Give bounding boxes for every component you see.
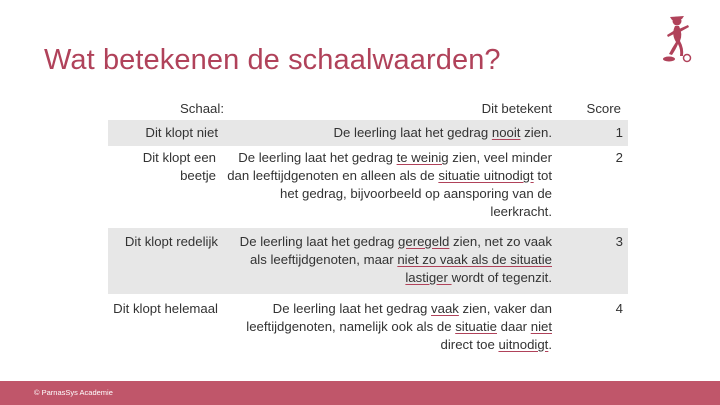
header-meaning: Dit betekent: [481, 101, 552, 116]
meaning-text: zien, veel minder dan leeftijdgenoten en alleen als de: [227, 150, 552, 183]
table-row: [108, 294, 628, 360]
figure-logo-icon: [660, 14, 698, 64]
underlined-term: situatie uitnodigt: [438, 168, 534, 183]
underlined-term: vaak: [431, 301, 459, 316]
table-row: [108, 228, 628, 294]
meaning-text: De leerling laat het gedrag: [239, 234, 399, 249]
slide-title: Wat betekenen de schaalwaarden?: [44, 44, 501, 76]
row-score: 2: [615, 150, 623, 165]
row-meaning: [222, 149, 552, 221]
meaning-text: De leerling laat het gedrag: [272, 301, 432, 316]
underlined-term: te weinig: [396, 150, 449, 165]
underlined-term: niet zo vaak als de situatie lastiger: [397, 252, 552, 285]
footer-bar: [0, 381, 720, 405]
underlined-term: uitnodigt: [498, 337, 549, 352]
meaning-text: zien.: [520, 125, 552, 140]
meaning-text: De leerling laat het gedrag: [238, 150, 397, 165]
meaning-text: wordt of tegenzit.: [451, 270, 552, 285]
table-row: [108, 120, 628, 146]
table-row: [108, 146, 628, 228]
table-header-row: [108, 100, 628, 120]
meaning-text: zien, vaker dan leeftijdgenoten, namelijk ook als de: [246, 301, 552, 334]
header-scale: Schaal:: [180, 101, 224, 116]
footer-copyright: © ParnasSys Academie: [34, 388, 113, 397]
row-meaning: [222, 300, 552, 354]
meaning-text: .: [548, 337, 552, 352]
row-scale: Dit klopt een beetje: [142, 150, 216, 183]
underlined-term: situatie: [455, 319, 497, 334]
row-scale: Dit klopt helemaal: [113, 301, 218, 316]
row-score: 3: [615, 234, 623, 249]
underlined-term: geregeld: [398, 234, 450, 249]
meaning-text: tot het gedrag, bijvoorbeeld op aansporing van de leerkracht.: [279, 168, 552, 219]
row-meaning: [222, 233, 552, 287]
meaning-text: daar: [497, 319, 531, 334]
meaning-text: zien, net zo vaak als leeftijdgenoten, maar: [249, 234, 552, 267]
row-score: 4: [615, 301, 623, 316]
row-scale: Dit klopt redelijk: [124, 234, 218, 249]
underlined-term: niet: [530, 319, 552, 334]
underlined-term: nooit: [491, 125, 521, 140]
header-score: Score: [586, 101, 621, 116]
row-meaning: [222, 124, 552, 142]
row-scale: Dit klopt niet: [145, 125, 218, 140]
row-score: 1: [615, 125, 623, 140]
meaning-text: direct toe: [440, 337, 499, 352]
meaning-text: De leerling laat het gedrag: [333, 125, 492, 140]
